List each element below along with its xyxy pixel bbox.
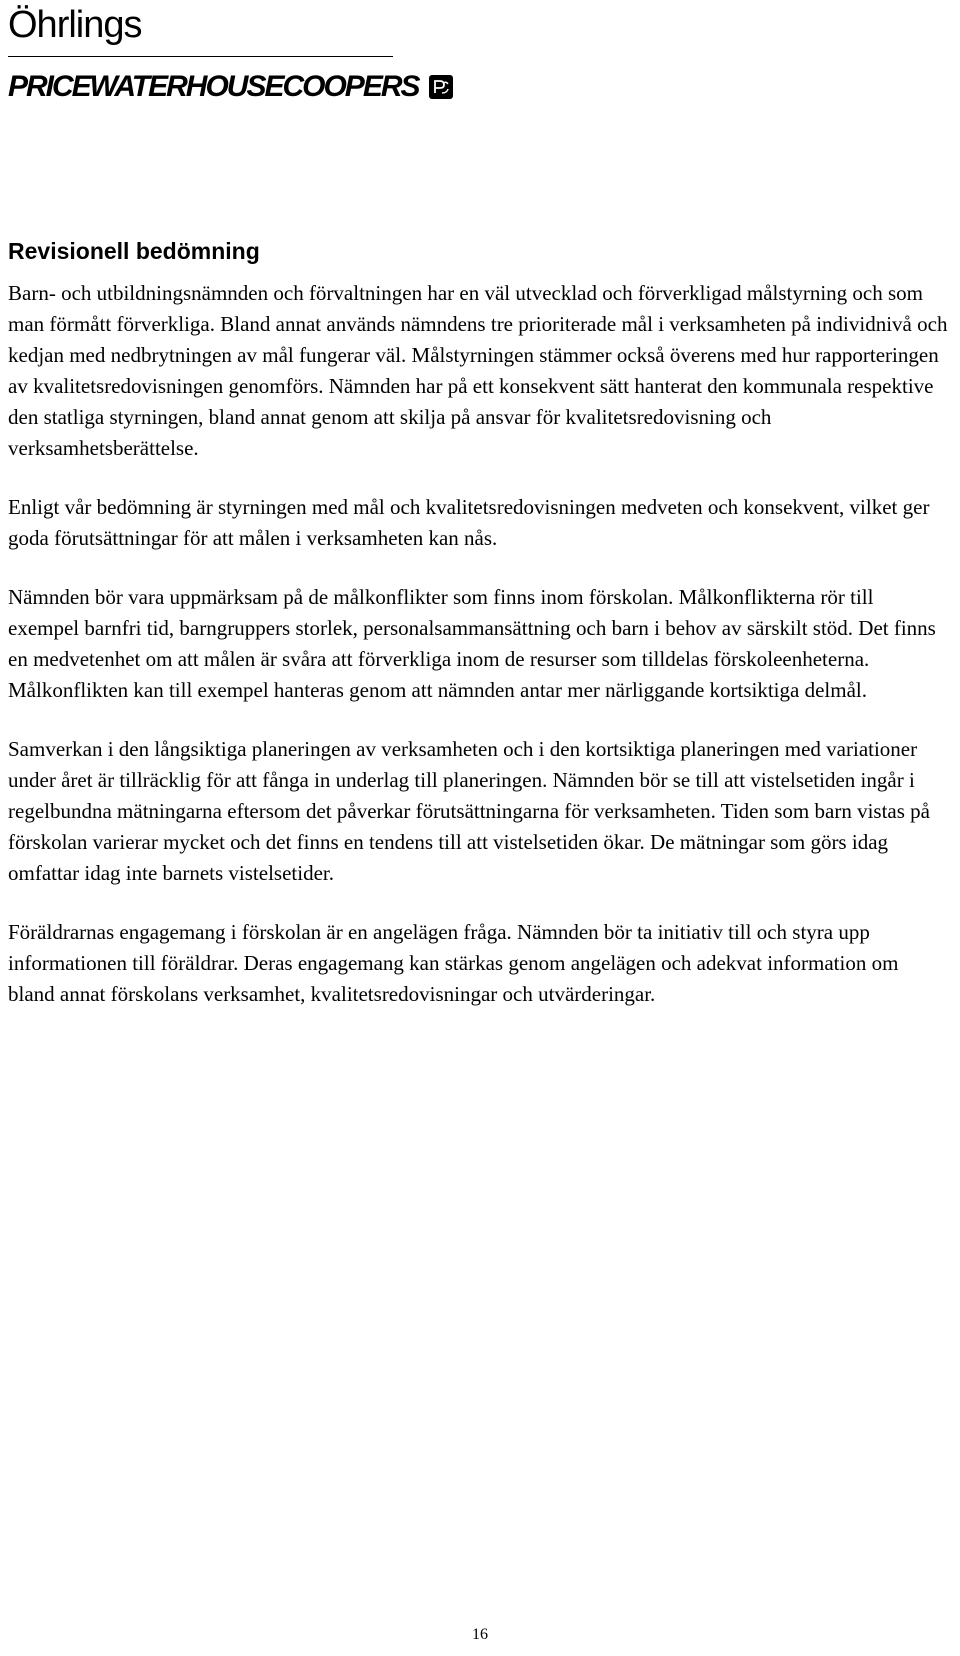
body-paragraph: Barn- och utbildningsnämnden och förvaltningen har en väl utvecklad och förverkligad målstyrning och som man förmått förverkliga. Bland annat används nämndens tre prioriterade mål i verksamheten på individnivå och kedjan med nedbrytningen av mål fungerar väl. Målstyrningen stämmer också överens med hur rapporteringen av kvalitetsredovisningen genomförs. Nämnden har på ett konsekvent sätt hanterat den kommunala respektive den statliga styrningen, bland annat genom att skilja på ansvar för kvalitetsredovisning och verksamhetsberättelse. bbox=[8, 281, 948, 460]
body-paragraph: Samverkan i den långsiktiga planeringen av verksamheten och i den kortsiktiga planeringen med variationer under året är tillräcklig för att fånga in underlag till planeringen. Nämnden bör se till att vistelsetiden ingår i regelbundna mätningarna eftersom det påverkar förutsättningarna för verksamheten. Tiden som barn vistas på förskolan varierar mycket och det finns en tendens till att vistelsetiden ökar. De mätningar som görs idag omfattar idag inte barnets vistelsetider. bbox=[8, 737, 930, 885]
company-logo bbox=[8, 67, 419, 107]
pwc-seal-icon bbox=[429, 75, 453, 99]
header-rule bbox=[8, 56, 393, 57]
page-number: 16 bbox=[472, 1626, 488, 1643]
document-body bbox=[8, 232, 948, 1038]
document-header bbox=[8, 2, 419, 107]
body-paragraph: Föräldrarnas engagemang i förskolan är en angelägen fråga. Nämnden bör ta initiativ till och styra upp informationen till föräldrar. Deras engagemang kan stärkas genom angelägen och adekvat information om bland annat förskolans verksamhet, kvalitetsredovisningar och utvärderingar. bbox=[8, 920, 899, 1006]
body-paragraph: Nämnden bör vara uppmärksam på de målkonflikter som finns inom förskolan. Målkonflikterna rör till exempel barnfri tid, barngruppers storlek, personalsammansättning och barn i behov av särskilt stöd. Det finns en medvetenhet om att målen är svåra att förverkliga inom de resurser som tilldelas förskoleenheterna. Målkonflikten kan till exempel hanteras genom att nämnden antar mer närliggande kortsiktiga delmål. bbox=[8, 585, 936, 702]
company-name-ohrlings: Öhrlings bbox=[8, 4, 142, 46]
section-heading: Revisionell bedömning bbox=[8, 238, 260, 264]
company-wordmark: PRICEWATERHOUSECOOPERS bbox=[8, 70, 419, 103]
body-paragraph: Enligt vår bedömning är styrningen med mål och kvalitetsredovisningen medveten och konsekvent, vilket ger goda förutsättningar för att målen i verksamheten kan nås. bbox=[8, 495, 930, 550]
